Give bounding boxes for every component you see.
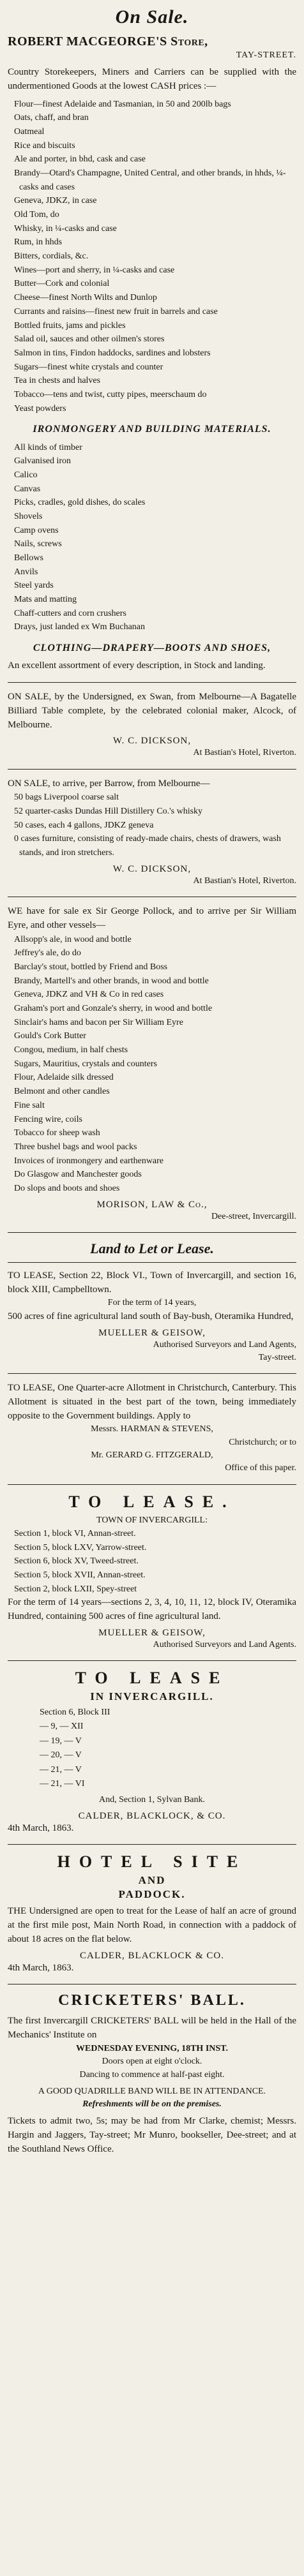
list-item: Butter—Cork and colonial — [14, 279, 110, 289]
table-row: Section 6, Block III — [40, 1708, 110, 1718]
list-item: Rum, in hhds — [14, 237, 63, 248]
advert-signature: W. C. DICKSON, — [112, 863, 192, 874]
advert-term: For the term of 14 years, — [107, 1298, 197, 1308]
list-item: Canvas — [14, 484, 41, 494]
advert-role: Authorised Surveyors and Land Agents. — [153, 1639, 296, 1649]
list-item: Tea in chests and halves — [14, 376, 101, 386]
advert-signature: CALDER, BLACKLOCK, & CO. — [78, 1810, 226, 1821]
advert-title-paddock: PADDOCK. — [118, 1888, 186, 1901]
advert-text: ON SALE, by the Undersigned, ex Swan, from Melbourne—A Bagatelle Billiard Table complete, by the celebrated colonial maker, Alcock, of Melbourne. — [8, 692, 296, 730]
list-item: Wines—port and sherry, in ¼-casks and case — [14, 265, 175, 275]
advert-subtitle: TOWN OF INVERCARGILL: — [96, 1515, 208, 1525]
list-item: Calico — [14, 470, 38, 480]
advert-signature: MORISON, LAW & Co., — [96, 1199, 208, 1210]
advert-title-and: AND — [138, 1874, 166, 1887]
list-item: Fine salt — [14, 1100, 45, 1110]
list-item: Bellows — [14, 553, 43, 563]
divider — [8, 769, 296, 770]
list-item: Cheese—finest North Wilts and Dunlop — [14, 293, 157, 303]
advert-signature: MUELLER & GEISOW, — [98, 1627, 206, 1638]
list-item: Geneva, JDKZ and VH & Co in red cases — [14, 990, 164, 1000]
list-item: Bottled fruits, jams and pickles — [14, 320, 126, 331]
advert-office: Office of this paper. — [225, 1463, 296, 1473]
list-item: Oats, chaff, and bran — [14, 113, 89, 123]
list-item: 50 cases, each 4 gallons, JDKZ geneva — [14, 820, 154, 830]
list-item: Congou, medium, in half chests — [14, 1045, 128, 1055]
advert-agent: Mr. GERARD G. FITZGERALD, — [91, 1450, 213, 1460]
store-intro: Country Storekeepers, Miners and Carriers can be supplied with the undermentioned Goods at the lowest CASH prices :— — [8, 67, 296, 91]
table-row: — 21, — VI — [40, 1779, 85, 1789]
divider — [8, 682, 296, 683]
advert-date: 4th March, 1863. — [8, 1962, 74, 1973]
list-item: Rice and biscuits — [14, 140, 75, 151]
list-item: Three bushel bags and wool packs — [14, 1142, 137, 1152]
list-item: Section 5, block LXV, Yarrow-street. — [14, 1542, 147, 1552]
cricketers-ball-advert — [8, 1992, 296, 2156]
advert-title: TO LEASE. — [68, 1492, 236, 1511]
store-address: TAY-STREET. — [236, 50, 296, 60]
advert-location: Dee-street, Invercargill. — [211, 1211, 296, 1221]
list-item: Bitters, cordials, &c. — [14, 251, 89, 262]
list-item: Do slops and boots and shoes — [14, 1183, 120, 1193]
list-item: 0 cases furniture, consisting of ready-made chairs, chests of drawers, wash stands, and iron stretchers. — [14, 834, 281, 858]
ironmongery-list — [8, 441, 296, 635]
advert-text: The first Invercargill CRICKETERS' BALL will be held in the Hall of the Mechanics' Institute on — [8, 2016, 296, 2041]
advert-location: At Bastian's Hotel, Riverton. — [193, 875, 296, 886]
band-notice: A GOOD QUADRILLE BAND WILL BE IN ATTENDANCE. — [38, 2086, 266, 2096]
list-item: Barclay's stout, bottled by Friend and Boss — [14, 962, 168, 972]
advert-title: CRICKETERS' BALL. — [58, 1992, 246, 2009]
list-item: Brandy, Martell's and other brands, in wood and bottle — [14, 976, 209, 986]
land-section-heading: Land to Let or Lease. — [90, 1240, 214, 1256]
list-item: Ale and porter, in bhd, cask and case — [14, 154, 146, 165]
doors-open: Doors open at eight o'clock. — [102, 2057, 202, 2067]
advert-role: Authorised Surveyors and Land Agents, — [153, 1339, 296, 1350]
list-item: Section 6, block XV, Tweed-street. — [14, 1556, 139, 1567]
divider — [8, 1660, 296, 1661]
list-item: Section 5, block XVII, Annan-street. — [14, 1570, 146, 1580]
list-item: Chaff-cutters and corn crushers — [14, 608, 126, 618]
list-item: Fencing wire, coils — [14, 1114, 82, 1124]
list-item: Geneva, JDKZ, in case — [14, 196, 97, 206]
goods-list — [8, 98, 296, 416]
masthead: On Sale. — [115, 6, 189, 27]
morison-law-advert — [8, 905, 296, 1223]
list-item: Anvils — [14, 567, 38, 577]
divider — [8, 1373, 296, 1374]
town-lease-advert — [8, 1493, 296, 1652]
dickson-barrow-advert — [8, 777, 296, 888]
harman-lease-advert — [8, 1381, 296, 1475]
advert-signature: W. C. DICKSON, — [112, 736, 192, 747]
advert-extra: And, Section 1, Sylvan Bank. — [98, 1795, 206, 1805]
advert-intro: WE have for sale ex Sir George Pollock, and to arrive per Sir William Eyre, and other vessels— — [8, 906, 296, 930]
advert-text-2: 500 acres of fine agricultural land south of Bay-bush, Oteramika Hundred, — [8, 1311, 294, 1322]
store-closing: An excellent assortment of every description, in Stock and landing. — [8, 660, 266, 671]
calder-lease-advert — [8, 1669, 296, 1835]
advert-date: 4th March, 1863. — [8, 1822, 74, 1833]
dickson-billiard-advert — [8, 690, 296, 760]
advert-subtitle: IN INVERCARGILL. — [90, 1690, 214, 1703]
list-item: Section 2, block LXII, Spey-street — [14, 1584, 137, 1594]
table-row: — 19, — V — [40, 1736, 82, 1746]
list-item: Sugars, Mauritius, crystals and counters — [14, 1059, 157, 1069]
list-item: Nails, screws — [14, 539, 62, 549]
list-item: Tobacco—tens and twist, cutty pipes, meerschaum do — [14, 389, 207, 399]
list-item: Oatmeal — [14, 126, 45, 137]
ironmongery-heading: IRONMONGERY AND BUILDING MATERIALS. — [33, 424, 271, 435]
list-item: Belmont and other candles — [14, 1087, 110, 1097]
table-row: — 9, — XII — [40, 1722, 84, 1732]
list-item: Do Glasgow and Manchester goods — [14, 1170, 142, 1180]
divider — [8, 1232, 296, 1233]
macgeorge-advert — [8, 34, 296, 673]
store-name: ROBERT MACGEORGE'S Store, — [8, 34, 208, 48]
list-item: 50 bags Liverpool coarse salt — [14, 793, 119, 803]
event-date: WEDNESDAY EVENING, 18TH INST. — [76, 2043, 228, 2053]
advert-intro: ON SALE, to arrive, per Barrow, from Melbourne— — [8, 778, 210, 789]
clothing-heading: CLOTHING—DRAPERY—BOOTS AND SHOES, — [33, 643, 271, 654]
list-item: Brandy—Otard's Champagne, United Central, and other brands, in hhds, ¼-casks and cases — [14, 168, 286, 192]
advert-location: At Bastian's Hotel, Riverton. — [193, 748, 296, 758]
sections-table — [40, 1706, 296, 1791]
list-item: Sinclair's hams and bacon per Sir William Eyre — [14, 1017, 183, 1027]
advert-title: TO LEASE — [75, 1669, 229, 1688]
list-item: All kinds of timber — [14, 442, 82, 452]
hotel-site-advert — [8, 1852, 296, 1975]
list-item: Flour, Adelaide silk dressed — [14, 1073, 114, 1083]
list-item: Jeffrey's ale, do do — [14, 948, 81, 958]
advert-location: Tay-street. — [258, 1352, 296, 1362]
list-item: Shovels — [14, 511, 43, 521]
advert-text: TO LEASE, One Quarter-acre Allotment in Christchurch, Canterbury. This Allotment is situated in the best part of the town, being immediately opposite to the Government buildings. Apply to — [8, 1383, 296, 1421]
list-item: Section 1, block VI, Annan-street. — [14, 1528, 136, 1538]
advert-signature: CALDER, BLACKLOCK & CO. — [80, 1950, 224, 1961]
dancing-time: Dancing to commence at half-past eight. — [79, 2069, 225, 2080]
list-item: Yeast powders — [14, 403, 66, 413]
list-item: Old Tom, do — [14, 210, 59, 220]
list-item: Flour—finest Adelaide and Tasmanian, in 50 and 200lb bags — [14, 99, 231, 109]
advert-text: For the term of 14 years—sections 2, 3, 4, 10, 11, 12, block IV, Oteramika Hundred, containing 500 acres of fine agricultural land. — [8, 1597, 296, 1622]
table-row: — 20, — V — [40, 1750, 82, 1761]
mueller-lease-advert — [8, 1269, 296, 1364]
list-item: Picks, cradles, gold dishes, do scales — [14, 498, 146, 508]
list-item: Drays, just landed ex Wm Buchanan — [14, 622, 146, 632]
list-item: Mats and matting — [14, 595, 77, 605]
refreshments-notice: Refreshments will be on the premises. — [82, 2099, 222, 2110]
list-item: Tobacco for sheep wash — [14, 1128, 100, 1138]
table-row: — 21, — V — [40, 1764, 82, 1775]
list-item: Salmon in tins, Findon haddocks, sardines and lobsters — [14, 348, 211, 358]
list-item: Graham's port and Gonzale's sherry, in wood and bottle — [14, 1004, 213, 1014]
list-item: Salad oil, sauces and other oilmen's stores — [14, 334, 165, 345]
divider — [8, 1484, 296, 1485]
advert-city: Christchurch; or to — [229, 1437, 296, 1447]
list-item: Whisky, in ¼-casks and case — [14, 223, 117, 234]
advert-title: HOTEL SITE — [57, 1852, 247, 1872]
divider — [8, 1262, 296, 1263]
list-item: Sugars—finest white crystals and counter — [14, 362, 163, 372]
list-item: Gould's Cork Butter — [14, 1031, 86, 1041]
advert-text: THE Undersigned are open to treat for the Lease of half an acre of ground at the first mile post, Main North Road, in connection with a paddock of about 18 acres on the flat below. — [8, 1906, 296, 1944]
list-item: Currants and raisins—finest new fruit in barrels and case — [14, 306, 218, 316]
list-item: Galvanised iron — [14, 456, 72, 466]
advert-signature: MUELLER & GEISOW, — [98, 1327, 206, 1338]
list-item: Camp ovens — [14, 525, 59, 535]
advert-text: TO LEASE, Section 22, Block VI., Town of Invercargill, and section 16, block XIII, Campbelltown. — [8, 1270, 296, 1295]
advert-signature: Messrs. HARMAN & STEVENS, — [91, 1424, 213, 1434]
list-item: 52 quarter-casks Dundas Hill Distillery Co.'s whisky — [14, 807, 203, 817]
list-item: Allsopp's ale, in wood and bottle — [14, 934, 132, 944]
list-item: Steel yards — [14, 581, 54, 591]
divider — [8, 1844, 296, 1845]
ticket-info: Tickets to admit two, 5s; may be had from Mr Clarke, chemist; Messrs. Hargin and Jaggers, Tay-street; Mr Munro, bookseller, Dee-street; and at the Southland News Office. — [8, 2116, 296, 2154]
list-item: Invoices of ironmongery and earthenware — [14, 1156, 164, 1166]
